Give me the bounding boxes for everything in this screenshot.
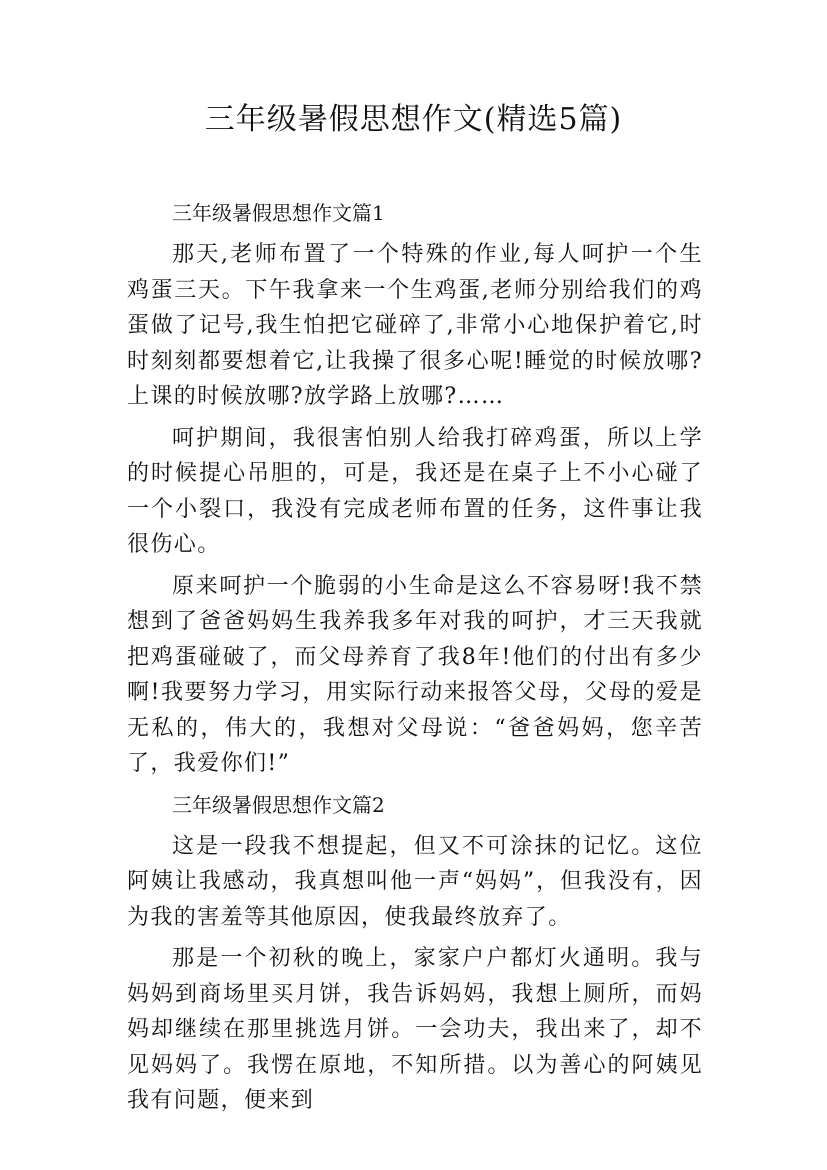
section-heading-1: 三年级暑假思想作文篇1: [172, 201, 385, 225]
paragraph-2: 呵护期间，我很害怕别人给我打碎鸡蛋，所以上学的时候提心吊胆的，可是，我还是在桌子上不小心碰了一个小裂口，我没有完成老师布置的任务，这件事让我很伤心。: [127, 425, 703, 557]
paragraph-1: 那天,老师布置了一个特殊的作业,每人呵护一个生鸡蛋三天。下午我拿来一个生鸡蛋,老师分别给我们的鸡蛋做了记号,我生怕把它碰碎了,非常小心地保护着它,时时刻刻都要想着它,让我操了很多心呢!睡觉的时候放哪?上课的时候放哪?放学路上放哪?……: [127, 242, 703, 409]
document-body: [127, 196, 703, 1125]
paragraph-4: 这是一段我不想提起，但又不可涂抹的记忆。这位阿姨让我感动，我真想叫他一声“妈妈”，但我没有，因为我的害羞等其他原因，使我最终放弃了。: [127, 833, 703, 930]
paragraph-3: 原来呵护一个脆弱的小生命是这么不容易呀!我不禁想到了爸爸妈妈生我养我多年对我的呵护，才三天我就把鸡蛋碰破了，而父母养育了我8年!他们的付出有多少啊!我要努力学习，用实际行动来报答父母，父母的爱是无私的，伟大的，我想对父母说：“爸爸妈妈，您辛苦了，我爱你们!”: [127, 573, 703, 776]
document-title: 三年级暑假思想作文(精选5篇): [204, 102, 623, 137]
paragraph-5: 那是一个初秋的晚上，家家户户都灯火通明。我与妈妈到商场里买月饼，我告诉妈妈，我想上厕所，而妈妈却继续在那里挑选月饼。一会功夫，我出来了，却不见妈妈了。我愣在原地，不知所措。以为善心的阿姨见我有问题，便来到: [127, 946, 703, 1113]
section-heading-2: 三年级暑假思想作文篇2: [172, 792, 385, 817]
